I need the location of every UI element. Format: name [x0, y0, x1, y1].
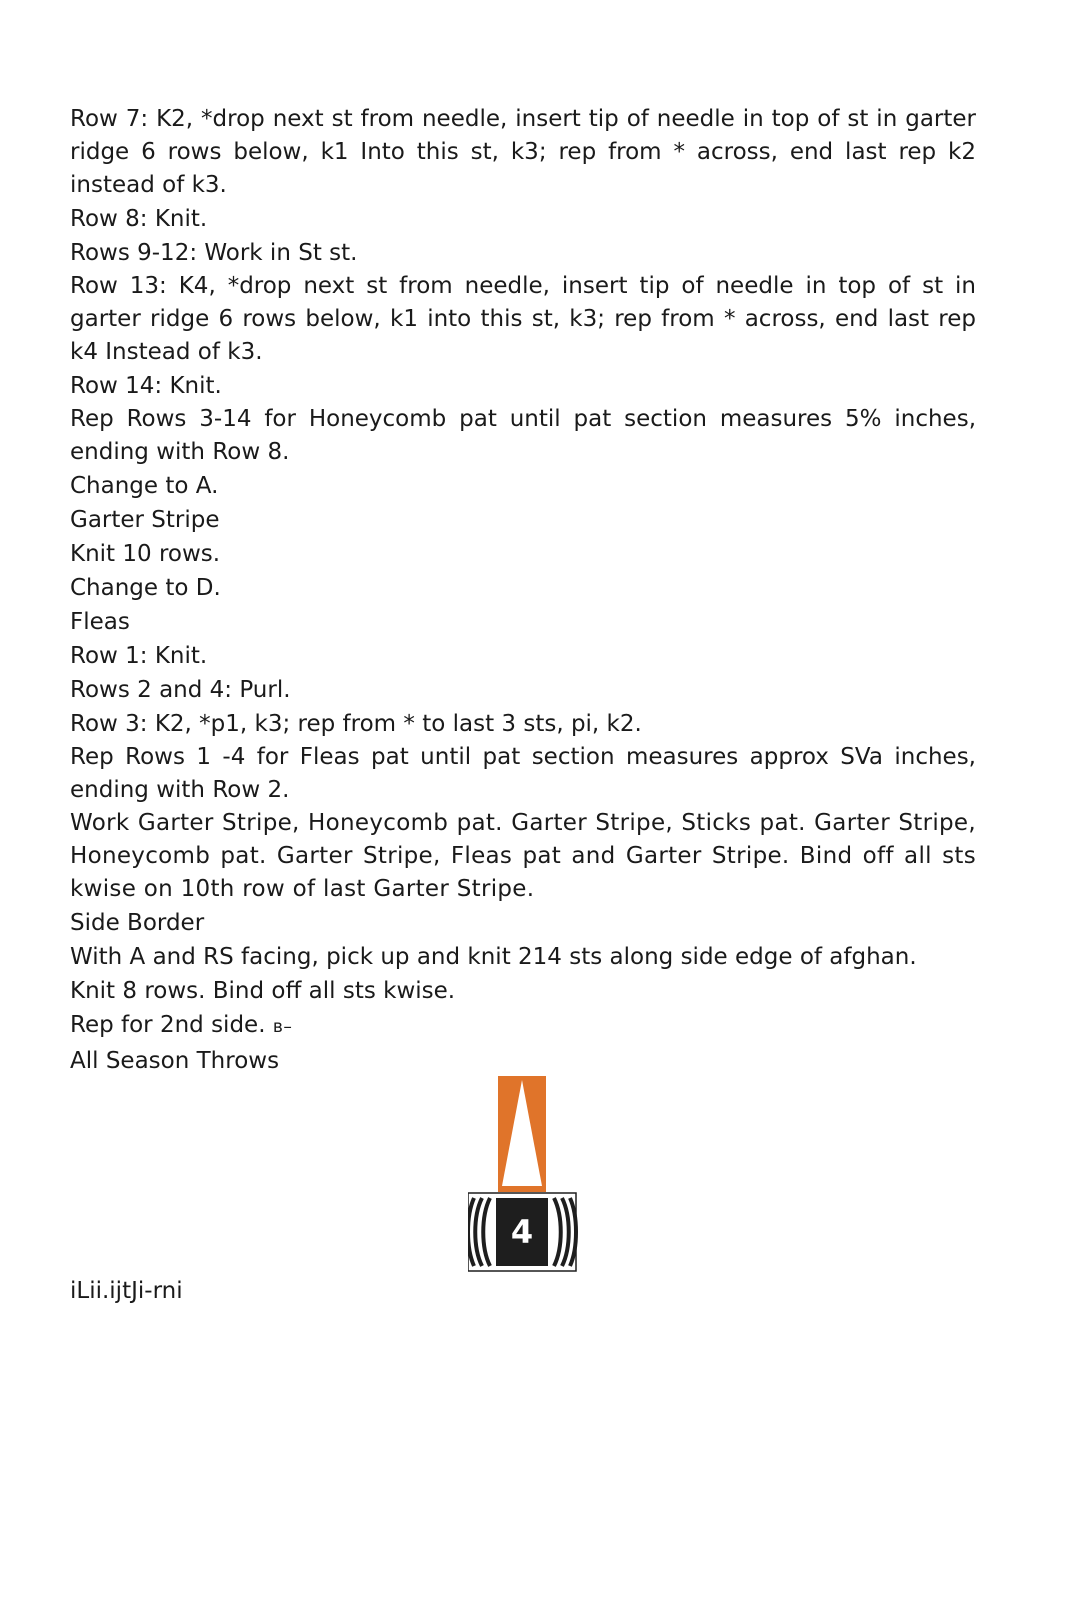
- rep-second-side: [70, 1008, 976, 1044]
- work-sequence: Work Garter Stripe, Honeycomb pat. Garter Stripe, Sticks pat. Garter Stripe, Honeycomb pat. Garter Stripe, Fleas pat and Garter Stripe. Bind off all sts kwise on 10th row of last Garter Stripe.: [70, 810, 976, 902]
- section-heading-side-border: Side Border: [70, 910, 205, 936]
- fleas-row-1: Row 1: Knit.: [70, 643, 208, 669]
- yarn-weight-number: 4: [510, 1213, 534, 1251]
- knit-10-rows: Knit 10 rows.: [70, 541, 221, 567]
- yarn-weight-symbol-icon: [468, 1076, 578, 1272]
- section-heading-garter-stripe: Garter Stripe: [70, 507, 220, 533]
- change-to-d: Change to D.: [70, 575, 221, 601]
- pattern-rows-9-12: Rows 9-12: Work in St st.: [70, 240, 358, 266]
- fleas-rows-2-4: Rows 2 and 4: Purl.: [70, 677, 291, 703]
- side-border-knit: Knit 8 rows. Bind off all sts kwise.: [70, 978, 456, 1004]
- rep-second-side-text: Rep for 2nd side.: [70, 1012, 266, 1038]
- footer-garbled-text: iLii.ijtJi-rni: [70, 1278, 183, 1304]
- honeycomb-repeat: Rep Rows 3-14 for Honeycomb pat until pat section measures 5% inches, ending with Row 8.: [70, 406, 976, 465]
- section-heading-fleas: Fleas: [70, 609, 130, 635]
- source-title: All Season Throws: [70, 1048, 280, 1074]
- pattern-row-13: Row 13: K4, *drop next st from needle, insert tip of needle in top of st in garter ridge 6 rows below, k1 into this st, k3; rep from * across, end last rep k4 Instead of k3.: [70, 273, 976, 365]
- rep-second-side-tail: в–: [272, 1017, 293, 1037]
- document-body: [70, 103, 976, 1078]
- change-to-a: Change to A.: [70, 473, 219, 499]
- pattern-row-14: Row 14: Knit.: [70, 373, 222, 399]
- side-border-pickup: With A and RS facing, pick up and knit 214 sts along side edge of afghan.: [70, 944, 917, 970]
- fleas-row-3: Row 3: K2, *p1, k3; rep from * to last 3 sts, pi, k2.: [70, 711, 642, 737]
- pattern-row-8: Row 8: Knit.: [70, 206, 208, 232]
- pattern-row-7: Row 7: K2, *drop next st from needle, insert tip of needle in top of st in garter ridge 6 rows below, k1 Into this st, k3; rep from * across, end last rep k2 instead of k3.: [70, 106, 976, 198]
- fleas-repeat: Rep Rows 1 -4 for Fleas pat until pat section measures approx SVa inches, ending with Row 2.: [70, 744, 976, 803]
